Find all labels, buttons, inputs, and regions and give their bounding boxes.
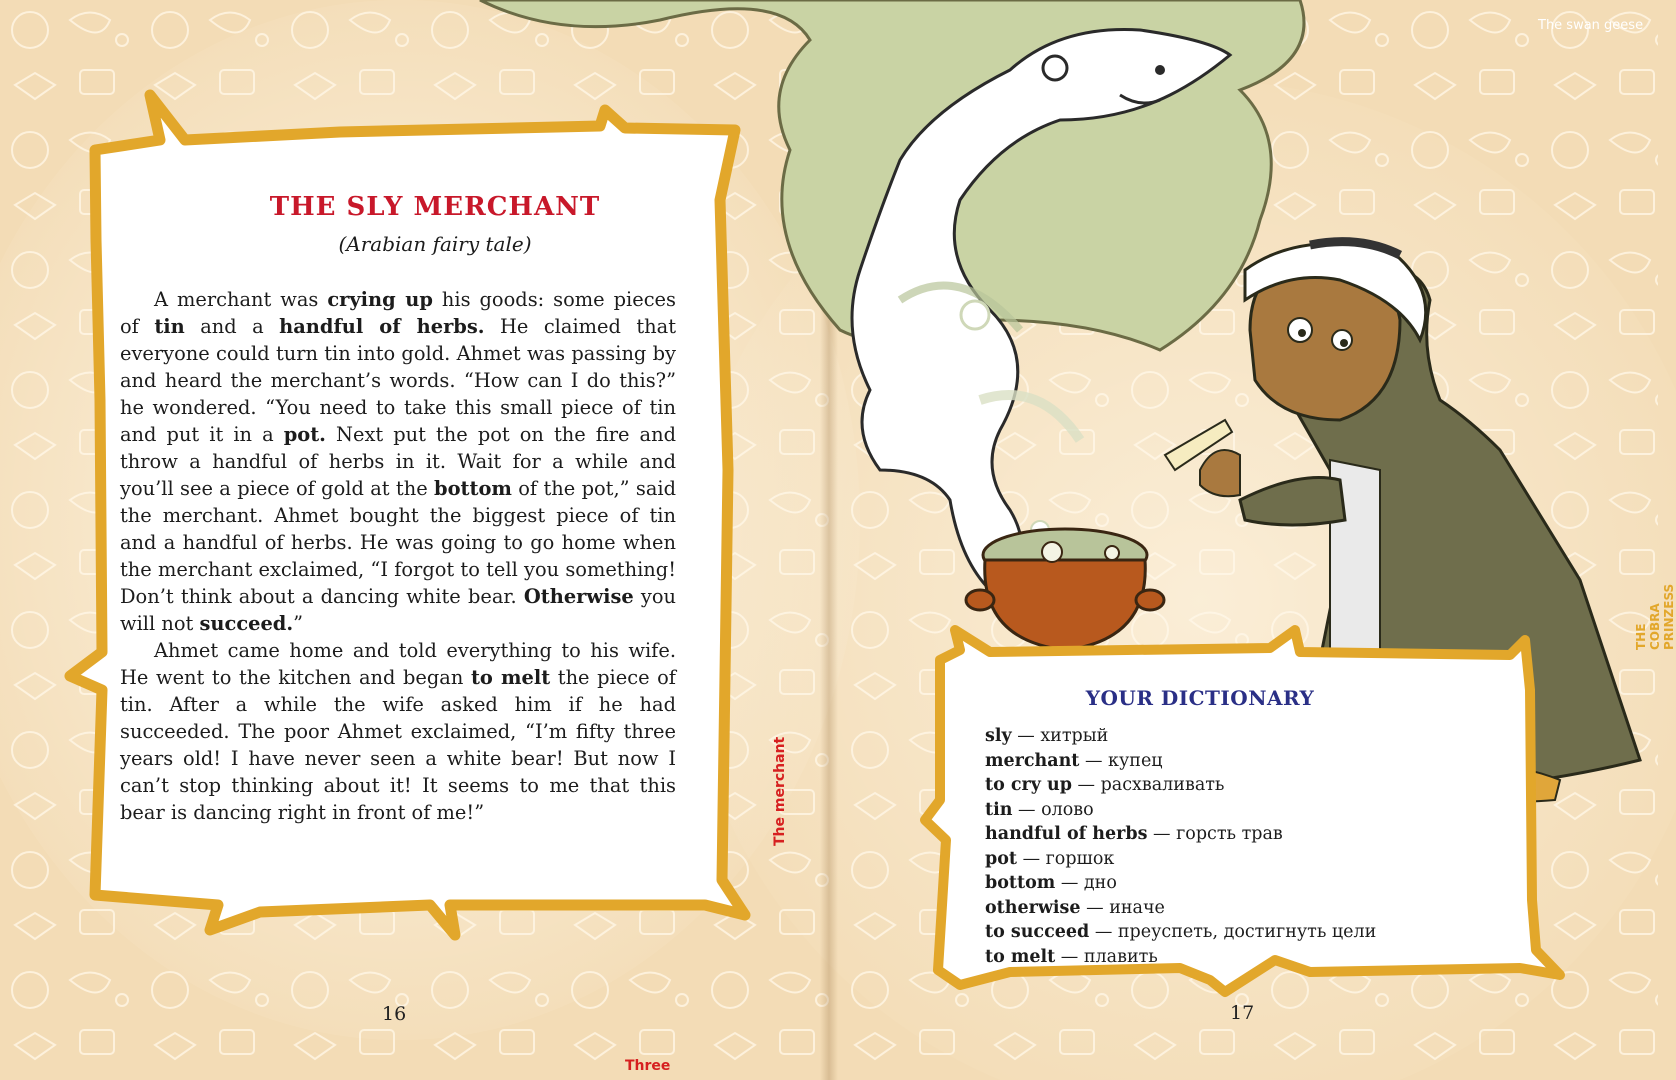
dictionary-dash: — [1055,873,1084,893]
vocabulary-highlight: succeed. [199,612,294,635]
dictionary-entry [985,724,1455,749]
dictionary-list [985,724,1455,969]
dictionary-term: to cry up [985,775,1072,795]
vocabulary-highlight: pot. [283,423,326,446]
story-text-run: Ahmet came home and told everything to his wife. He went to the kitchen and began [120,639,676,689]
dictionary-term: pot [985,848,1017,869]
pot-illustration [966,529,1164,650]
vocabulary-highlight: tin [154,315,185,338]
dictionary-translation: купец [1108,750,1163,771]
story-text-run: his goods: some pieces of [120,288,676,338]
margin-label-bottom: Three [625,1058,671,1074]
dictionary-entry [985,749,1455,774]
vocabulary-highlight: Otherwise [523,585,634,608]
story-text-run: you will not [120,585,677,635]
vocabulary-highlight: handful of herbs. [279,315,485,338]
dictionary-entry [985,945,1455,970]
dictionary-translation: плавить [1083,946,1158,967]
dictionary-dash: — [1147,824,1177,844]
dictionary-entry [985,822,1455,847]
dictionary-dash: — [1017,848,1046,869]
dictionary-term: handful of herbs [985,824,1148,844]
story-text-run: He claimed that everyone could turn tin into gold. Ahmet was passing by and heard the merchant’s words. “How can I do this?” he wondered. “You need to take this small piece of tin and put it in a [120,315,677,446]
story-text-run: A merchant was [154,288,328,311]
dictionary-entry [985,847,1455,872]
dictionary-dash: — [1080,897,1110,918]
story-paragraph [120,286,676,637]
story-title: THE SLY MERCHANT [269,192,601,222]
dictionary-dash: — [1071,775,1101,795]
story-text-run: the piece of tin. After a while the wife asked him if he had succeeded. The poor Ahmet exclaimed, “I’m fifty three years old! I have never seen a white bear! But now I can’t stop thinking about it! It seems to me that this bear is dancing right in front of me!” [120,666,676,824]
dictionary-entry [985,920,1455,945]
dictionary-translation: горсть трав [1176,824,1283,844]
margin-label-right-vertical: THE COBRA PRINZESS [1634,583,1676,650]
dictionary-dash: — [1011,726,1041,746]
dictionary-entry [985,896,1455,921]
dictionary-entry [985,798,1455,823]
story-text-run: Next put the pot on the fire and throw a handful of herbs in it. Wait for a while and you’ll see a piece of gold at the [120,423,677,500]
dictionary-dash: — [1012,799,1042,820]
page-number-right: 17 [1230,1002,1255,1024]
page-number-left: 16 [382,1003,407,1025]
vocabulary-highlight: bottom [434,477,512,500]
dictionary-translation: преуспеть, достигнуть цели [1117,922,1377,942]
dictionary-dash: — [1055,946,1084,967]
dictionary-entry [985,773,1455,798]
vocabulary-highlight: crying up [327,288,433,311]
margin-label-left-vertical: The merchant [772,736,788,846]
dictionary-term: to succeed [985,922,1090,942]
dictionary-dash: — [1089,922,1118,942]
story-text-run: and a [184,315,280,338]
dictionary-term: sly [985,726,1012,746]
story-text [120,286,676,826]
dictionary-term: otherwise [985,897,1081,918]
dictionary-entry [985,871,1455,896]
dictionary-term: tin [985,799,1013,820]
dictionary-translation: хитрый [1040,726,1109,746]
vocabulary-highlight: to melt [470,666,551,689]
dictionary-translation: горшок [1045,848,1115,869]
dictionary-translation: иначе [1109,897,1165,918]
dictionary-translation: расхваливать [1100,775,1225,795]
story-text-run: ” [293,612,304,635]
story-paragraph [120,637,676,826]
margin-label-top-right: The swan geese [1538,18,1644,33]
story-subtitle: (Arabian fairy tale) [338,232,532,256]
dictionary-term: bottom [985,873,1056,893]
dictionary-dash: — [1079,750,1109,771]
story-text-run: of the pot,” said the merchant. Ahmet bought the biggest piece of tin and a handful of herbs. He was going to go home when the merchant exclaimed, “I forgot to tell you something! Don’t think about a dancing white bear. [120,477,676,608]
dictionary-title: YOUR DICTIONARY [1085,686,1315,710]
dictionary-term: to melt [985,946,1056,967]
dictionary-translation: олово [1041,799,1094,820]
dictionary-term: merchant [985,750,1080,771]
dictionary-translation: дно [1083,873,1117,893]
